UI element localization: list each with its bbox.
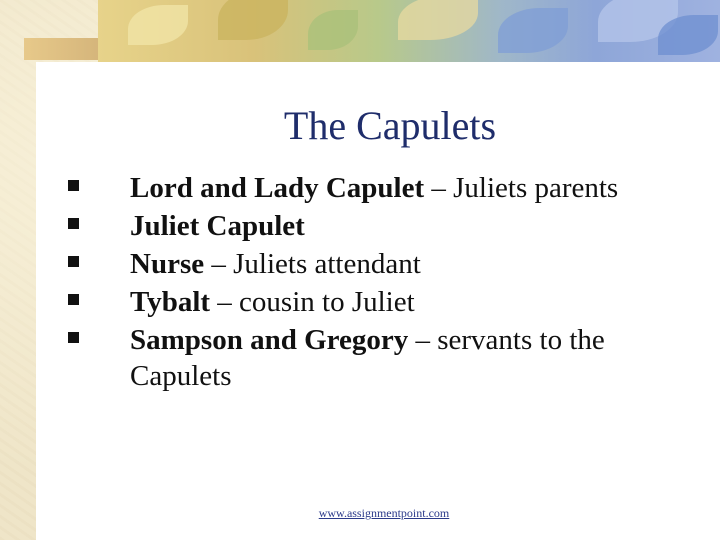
bullet-desc: – servants to the Capulets [130,324,605,392]
bullet-item [60,246,680,282]
bullet-term: Sampson and Gregory [130,324,409,356]
bullet-list [60,170,680,396]
bullet-term: Juliet Capulet [130,210,305,242]
bullet-item [60,322,680,394]
leaf-shape [398,0,478,40]
bullet-term: Nurse [130,248,205,280]
banner-accent [24,38,104,60]
square-bullet-icon [68,332,79,343]
square-bullet-icon [68,256,79,267]
leaf-shape [498,8,568,53]
leaf-shape [218,0,288,40]
leaf-shape [308,10,358,50]
square-bullet-icon [68,218,79,229]
bullet-term: Lord and Lady Capulet [130,172,425,204]
bullet-item [60,284,680,320]
bullet-item [60,208,680,244]
bullet-desc: – cousin to Juliet [210,286,415,318]
bullet-term: Tybalt [130,286,211,318]
bullet-desc: – Juliets parents [424,172,619,204]
square-bullet-icon [68,180,79,191]
leaf-shape [128,5,188,45]
floral-banner [98,0,720,62]
bullet-item [60,170,680,206]
square-bullet-icon [68,294,79,305]
bullet-desc: – Juliets attendant [204,248,421,280]
slide-title: The Capulets [283,103,497,148]
footer-website-link[interactable]: www.assignmentpoint.com [318,506,450,520]
